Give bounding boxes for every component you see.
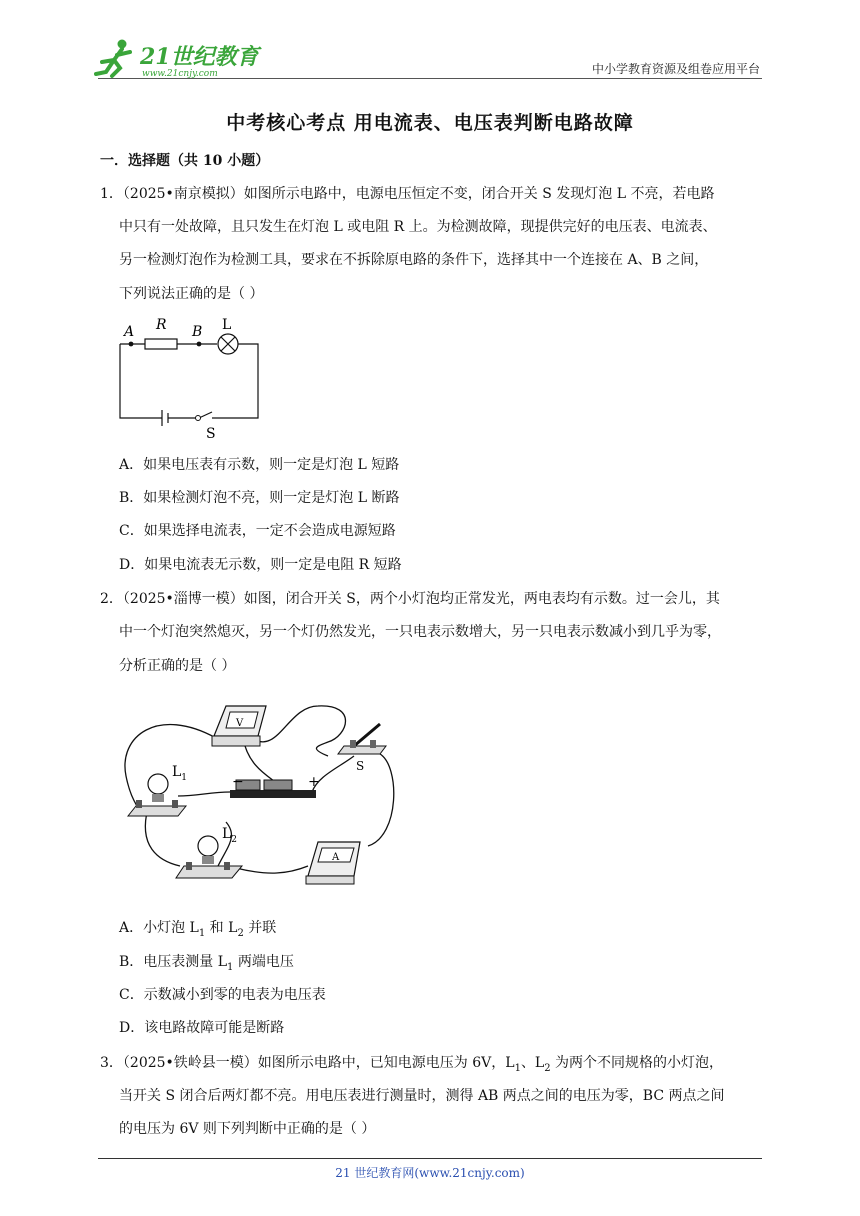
q2-option-b[interactable]: B．电压表测量 $L_1$ 两端电压 bbox=[119, 954, 294, 973]
site-logo[interactable] bbox=[92, 36, 262, 80]
q1-line-3: 另一检测灯泡作为检测工具，要求在不拆除原电路的条件下，选择其中一个连接在 A、B 之间， bbox=[119, 252, 709, 268]
wire-6 bbox=[368, 754, 394, 846]
lamp-l1 bbox=[128, 764, 187, 816]
logo-figure-body bbox=[96, 49, 130, 76]
footer-divider bbox=[98, 1158, 762, 1159]
header-divider bbox=[98, 78, 762, 79]
switch-label: S bbox=[356, 759, 365, 773]
wire-8 bbox=[236, 866, 308, 873]
q1-option-d[interactable]: D．如果电流表无示数，则一定是电阻 R 短路 bbox=[119, 557, 402, 573]
resistor-r bbox=[145, 339, 177, 349]
logo-url: www.21cnjy.com bbox=[142, 69, 218, 79]
q1-circuit-diagram bbox=[112, 312, 272, 442]
q1-option-a[interactable]: A．如果电压表有示数，则一定是灯泡 L 短路 bbox=[119, 457, 400, 473]
q1-line-2: 中只有一处故障，且只发生在灯泡 L 或电阻 R 上。为检测故障，现提供完好的电压表、电流表、 bbox=[119, 219, 717, 235]
section-heading: 一．选择题（共 10 小题） bbox=[100, 153, 270, 169]
label-a: A bbox=[124, 324, 135, 340]
battery-minus: − bbox=[232, 774, 244, 790]
q2-line-1: 2．（2025•淄博一模）如图，闭合开关 S，两个小灯泡均正常发光，两电表均有示数。过一会儿，其 bbox=[100, 591, 720, 607]
q2-option-a[interactable]: A．小灯泡 $L_1$ 和 $L_2$ 并联 bbox=[119, 920, 277, 939]
wire-1 bbox=[125, 725, 216, 808]
q3-line-1: 3．（2025•铁岭县一模）如图所示电路中，已知电源电压为 6V，$L_1$、$L_2$ 为两个不同规格的小灯泡， bbox=[100, 1055, 724, 1074]
footer-link[interactable]: 21 世纪教育网(www.21cnjy.com) bbox=[335, 1166, 525, 1180]
q2-option-c[interactable]: C．示数减小到零的电表为电压表 bbox=[119, 987, 326, 1003]
q1-option-b[interactable]: B．如果检测灯泡不亮，则一定是灯泡 L 断路 bbox=[119, 490, 400, 506]
q2-circuit-photo bbox=[118, 696, 400, 894]
wire-7 bbox=[145, 808, 180, 866]
page-title: 中考核心考点 用电流表、电压表判断电路故障 bbox=[226, 112, 634, 134]
wire-4 bbox=[178, 792, 230, 796]
battery-plus: + bbox=[308, 774, 320, 790]
voltmeter bbox=[212, 706, 266, 746]
q1-line-1: 1．（2025•南京模拟）如图所示电路中，电源电压恒定不变，闭合开关 S 发现灯泡 L 不亮，若电路 bbox=[100, 186, 715, 202]
q3-line-3: 的电压为 6V 则下列判断中正确的是（ ） bbox=[119, 1121, 376, 1137]
q2-line-2: 中一个灯泡突然熄灭，另一个灯仍然发光，一只电表示数增大，另一只电表示数减小到几乎为零， bbox=[119, 624, 721, 640]
label-l: L bbox=[222, 317, 232, 333]
q1-line-4: 下列说法正确的是（ ） bbox=[119, 286, 264, 302]
q2-option-d[interactable]: D．该电路故障可能是断路 bbox=[119, 1020, 285, 1036]
switch-s bbox=[338, 724, 386, 773]
wire-2 bbox=[252, 706, 346, 756]
l2-label: $L_2$ bbox=[222, 826, 238, 845]
ammeter-label: A bbox=[332, 852, 340, 863]
q1-option-c[interactable]: C．如果选择电流表，一定不会造成电源短路 bbox=[119, 523, 396, 539]
q2-line-3: 分析正确的是（ ） bbox=[119, 658, 236, 674]
ammeter bbox=[306, 842, 360, 884]
voltmeter-label: V bbox=[236, 718, 244, 729]
q3-line-2: 当开关 S 闭合后两灯都不亮。用电压表进行测量时，测得 AB 两点之间的电压为零，BC 两点之间 bbox=[119, 1088, 725, 1104]
label-s: S bbox=[206, 426, 216, 442]
platform-name: 中小学教育资源及组卷应用平台 bbox=[591, 62, 760, 76]
lamp-l2 bbox=[176, 826, 242, 878]
label-b: B bbox=[192, 324, 203, 340]
battery bbox=[230, 774, 320, 798]
l1-label: $L_1$ bbox=[172, 764, 188, 783]
label-r: R bbox=[156, 317, 167, 333]
logo-text: 21世纪教育 bbox=[140, 44, 259, 70]
